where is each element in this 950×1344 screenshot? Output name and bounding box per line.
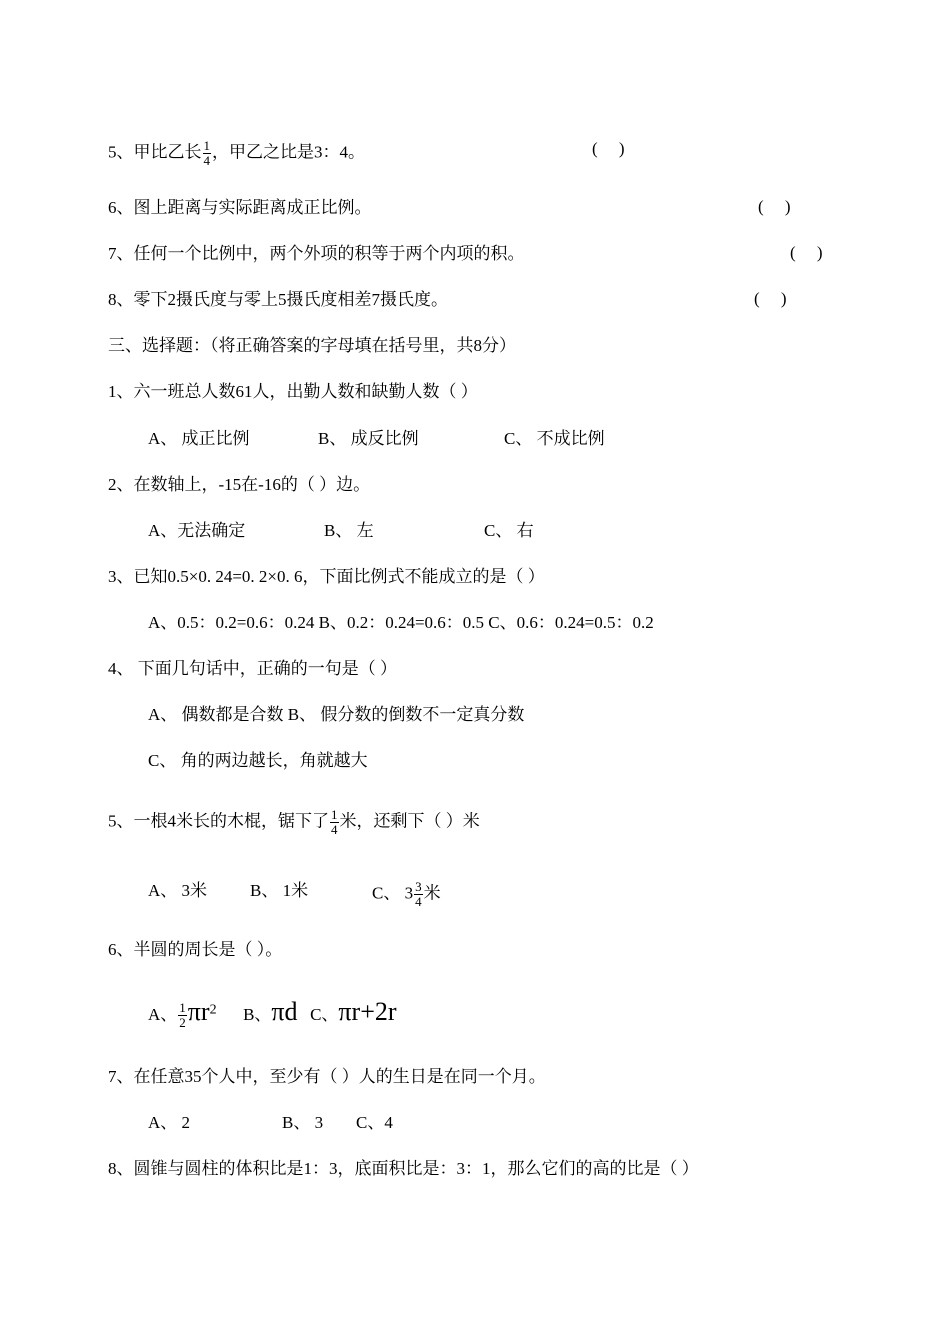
mc-q5-option-a[interactable]: A、 3米 — [148, 881, 208, 900]
mc-q1-option-a[interactable]: A、 成正比例 — [148, 429, 250, 448]
section-title-multiple-choice: 三、选择题：（将正确答案的字母填在括号里，共8分） — [108, 336, 516, 355]
judge-q8-answer-paren[interactable]: ( ) — [754, 289, 787, 308]
mc-q1: 1、六一班总人数61人，出勤人数和缺勤人数（ ） — [108, 382, 478, 401]
mc-q2-option-a[interactable]: A、无法确定 — [148, 521, 246, 540]
mc-q6: 6、半圆的周长是（ ）。 — [108, 940, 283, 959]
mc-q6-option-b[interactable]: B、πd — [243, 996, 298, 1026]
judge-q6-answer-paren[interactable]: ( ) — [758, 197, 791, 216]
mc-q7-option-c[interactable]: C、4 — [356, 1113, 393, 1132]
mc-q7-option-a[interactable]: A、 2 — [148, 1113, 191, 1132]
mc-q6-option-c[interactable]: C、πr+2r — [310, 996, 397, 1026]
mc-q6-options — [148, 995, 397, 1030]
mc-q2-option-c[interactable]: C、 右 — [484, 521, 534, 540]
mc-q2: 2、在数轴上，-15在-16的（ ）边。 — [108, 475, 371, 494]
mc-q8: 8、圆锥与圆柱的体积比是1：3，底面积比是：3：1，那么它们的高的比是（ ） — [108, 1159, 699, 1178]
judge-q7-answer-paren[interactable]: ( ) — [790, 243, 823, 262]
judge-q5-answer-paren[interactable]: ( ) — [592, 139, 625, 158]
fraction: $\frac{3}{4}$ — [415, 879, 422, 909]
mc-q5: 5、一根4米长的木棍，锯下了 $\frac{1}{4}$ 米，还剩下（ ）米 — [108, 807, 480, 837]
judge-q7: 7、任何一个比例中，两个外项的积等于两个内项的积。 — [108, 244, 525, 263]
mc-q3-options[interactable]: A、0.5：0.2=0.6：0.24 B、0.2：0.24=0.6：0.5 C、0.6：0.24=0.5：0.2 — [148, 613, 654, 632]
mc-q3: 3、已知0.5×0. 24=0. 2×0. 6，下面比例式不能成立的是（ ） — [108, 567, 545, 586]
mc-q7: 7、在任意35个人中，至少有（ ）人的生日是在同一个月。 — [108, 1067, 546, 1086]
mc-q1-option-c[interactable]: C、 不成比例 — [504, 429, 605, 448]
mc-q4-options-ab[interactable]: A、 偶数都是合数 B、 假分数的倒数不一定真分数 — [148, 705, 525, 724]
mc-q2-option-b[interactable]: B、 左 — [324, 521, 374, 540]
fraction: $\frac{1}{4}$ — [331, 807, 338, 837]
fraction: $\frac{1}{2}$ — [179, 1000, 186, 1031]
mc-q7-option-b[interactable]: B、 3 — [282, 1113, 324, 1132]
mc-q5-option-b[interactable]: B、 1米 — [250, 881, 309, 900]
mc-q4-option-c[interactable]: C、 角的两边越长，角就越大 — [148, 751, 368, 770]
fraction: $\frac{1}{4}$ — [203, 138, 210, 168]
judge-q8: 8、零下2摄氏度与零上5摄氏度相差7摄氏度。 — [108, 290, 448, 309]
judge-q6: 6、图上距离与实际距离成正比例。 — [108, 198, 372, 217]
mc-q5-option-c[interactable]: C、 3 $\frac{3}{4}$ 米 — [372, 879, 441, 909]
mc-q6-option-a[interactable]: A、 $\frac{1}{2}$ $\pi r^2$ — [148, 996, 217, 1031]
judge-q5: 5、甲比乙长 $\frac{1}{4}$ ，甲乙之比是3：4。 — [108, 138, 365, 168]
mc-q4: 4、 下面几句话中，正确的一句是（ ） — [108, 659, 397, 678]
mc-q1-option-b[interactable]: B、 成反比例 — [318, 429, 419, 448]
